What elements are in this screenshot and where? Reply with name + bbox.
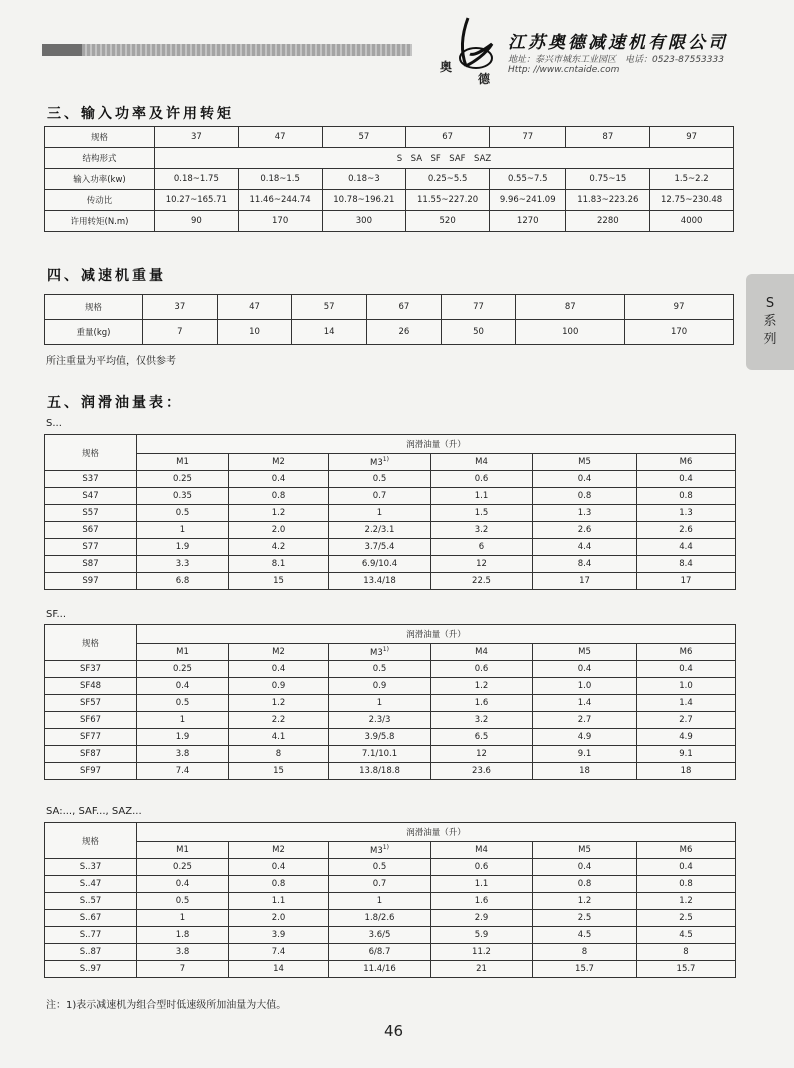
- logo-char-left: 奥: [440, 60, 453, 74]
- oil-value-cell: 1.1: [431, 876, 533, 893]
- page-number: 46: [384, 1022, 404, 1040]
- weight-note: 所注重量为平均值，仅供参考: [46, 356, 176, 367]
- side-tab-s-series: [746, 274, 794, 370]
- oil-value-cell: 4.4: [533, 539, 637, 556]
- oil-value-cell: 0.5: [329, 471, 431, 488]
- oil-value-cell: 0.6: [431, 859, 533, 876]
- oil-value-cell: 1: [137, 712, 229, 729]
- table-row: [45, 678, 736, 695]
- oil-value-cell: 1.4: [637, 695, 736, 712]
- size-cell: 97: [650, 127, 734, 148]
- oil-value-cell: 3.7/5.4: [329, 539, 431, 556]
- footnote-mark: 1): [382, 646, 389, 654]
- oil-value-cell: 0.5: [329, 661, 431, 678]
- oil-value-cell: 2.3/3: [329, 712, 431, 729]
- table-row: [45, 471, 736, 488]
- oil-value-cell: 6: [431, 539, 533, 556]
- lubrication-table-sa: [44, 822, 736, 978]
- size-cell: 77: [490, 127, 566, 148]
- oil-value-cell: 3.2: [431, 522, 533, 539]
- model-cell: S..87: [45, 944, 137, 961]
- oil-value-cell: 4.9: [637, 729, 736, 746]
- oil-value-cell: 0.5: [137, 505, 229, 522]
- oil-value-cell: 1.8/2.6: [329, 910, 431, 927]
- ratio-cell: 11.55~227.20: [406, 190, 490, 211]
- oil-value-cell: 22.5: [431, 573, 533, 590]
- oil-value-cell: 17: [637, 573, 736, 590]
- size-header: 规格: [45, 823, 137, 859]
- row-label: 规格: [45, 127, 155, 148]
- oil-value-cell: 0.25: [137, 661, 229, 678]
- position-label: M3: [370, 845, 383, 856]
- oil-value-cell: 4.2: [229, 539, 329, 556]
- table-row: [45, 320, 734, 345]
- oil-value-cell: 7.4: [229, 944, 329, 961]
- oil-value-cell: 1.0: [533, 678, 637, 695]
- table-row: [45, 644, 736, 661]
- oil-value-cell: 0.9: [229, 678, 329, 695]
- model-cell: S..57: [45, 893, 137, 910]
- power-cell: 0.25~5.5: [406, 169, 490, 190]
- oil-value-cell: 1.1: [431, 488, 533, 505]
- oil-value-cell: 18: [637, 763, 736, 780]
- oil-value-cell: 0.4: [229, 471, 329, 488]
- size-cell: 37: [143, 295, 218, 320]
- weight-cell: 100: [516, 320, 625, 345]
- company-logo: [440, 14, 500, 86]
- side-tab-line: S: [765, 296, 775, 311]
- oil-value-cell: 23.6: [431, 763, 533, 780]
- oil-value-cell: 0.25: [137, 859, 229, 876]
- oil-value-cell: 2.9: [431, 910, 533, 927]
- table-row: [45, 859, 736, 876]
- row-label: 结构形式: [45, 148, 155, 169]
- model-cell: S..77: [45, 927, 137, 944]
- oil-value-cell: 0.35: [137, 488, 229, 505]
- power-cell: 1.5~2.2: [650, 169, 734, 190]
- oil-value-cell: 8.4: [637, 556, 736, 573]
- position-header: [329, 454, 431, 471]
- table-row: [45, 454, 736, 471]
- oil-value-cell: 1: [137, 522, 229, 539]
- weight-cell: 50: [441, 320, 516, 345]
- oil-value-cell: 9.1: [637, 746, 736, 763]
- position-header: M6: [637, 842, 736, 859]
- footnote-mark: 1): [382, 844, 389, 852]
- size-cell: 47: [238, 127, 322, 148]
- model-cell: S87: [45, 556, 137, 573]
- oil-value-cell: 2.7: [637, 712, 736, 729]
- oil-value-cell: 0.4: [533, 859, 637, 876]
- table-row: [45, 190, 734, 211]
- oil-value-cell: 14: [229, 961, 329, 978]
- power-cell: 0.18~1.75: [155, 169, 239, 190]
- size-cell: 77: [441, 295, 516, 320]
- oil-value-cell: 2.5: [637, 910, 736, 927]
- position-header: M4: [431, 842, 533, 859]
- oil-value-cell: 1.0: [637, 678, 736, 695]
- lubrication-table-sf: [44, 624, 736, 780]
- oil-value-cell: 3.9: [229, 927, 329, 944]
- oil-value-cell: 0.25: [137, 471, 229, 488]
- oil-value-cell: 0.9: [329, 678, 431, 695]
- oil-header: 润滑油量（升）: [137, 625, 736, 644]
- oil-value-cell: 3.6/5: [329, 927, 431, 944]
- row-label: 输入功率(kw): [45, 169, 155, 190]
- oil-value-cell: 0.8: [533, 876, 637, 893]
- size-cell: 87: [516, 295, 625, 320]
- table-row: [45, 876, 736, 893]
- oil-value-cell: 15.7: [533, 961, 637, 978]
- position-header: M4: [431, 644, 533, 661]
- oil-value-cell: 8: [533, 944, 637, 961]
- oil-value-cell: 0.8: [637, 876, 736, 893]
- oil-value-cell: 8.4: [533, 556, 637, 573]
- oil-value-cell: 13.8/18.8: [329, 763, 431, 780]
- oil-value-cell: 2.0: [229, 522, 329, 539]
- oil-value-cell: 0.4: [229, 859, 329, 876]
- table-row: [45, 295, 734, 320]
- oil-value-cell: 0.4: [137, 876, 229, 893]
- oil-value-cell: 1.5: [431, 505, 533, 522]
- company-website: Http: //www.cntaide.com: [508, 65, 620, 75]
- torque-cell: 170: [238, 211, 322, 232]
- table-row: [45, 910, 736, 927]
- position-header: [329, 842, 431, 859]
- oil-value-cell: 0.4: [229, 661, 329, 678]
- size-cell: 37: [155, 127, 239, 148]
- table-row: [45, 661, 736, 678]
- torque-cell: 90: [155, 211, 239, 232]
- oil-value-cell: 2.2: [229, 712, 329, 729]
- position-header: M5: [533, 644, 637, 661]
- position-header: M2: [229, 454, 329, 471]
- oil-value-cell: 1.9: [137, 729, 229, 746]
- side-tab-line: 系: [763, 314, 777, 329]
- oil-value-cell: 2.6: [637, 522, 736, 539]
- model-cell: SF87: [45, 746, 137, 763]
- oil-value-cell: 1.1: [229, 893, 329, 910]
- table-tag-sf: SF...: [46, 609, 67, 620]
- table-row: [45, 573, 736, 590]
- oil-value-cell: 3.8: [137, 944, 229, 961]
- oil-value-cell: 1: [329, 695, 431, 712]
- oil-value-cell: 0.8: [229, 876, 329, 893]
- position-label: M3: [370, 647, 383, 658]
- header-decor-bar: [42, 44, 412, 56]
- lubrication-footnote: 注：1)表示减速机为组合型时低速级所加油量为大值。: [46, 1000, 287, 1011]
- table-row: [45, 127, 734, 148]
- oil-value-cell: 7.4: [137, 763, 229, 780]
- oil-value-cell: 1.3: [637, 505, 736, 522]
- oil-value-cell: 15: [229, 573, 329, 590]
- model-cell: S77: [45, 539, 137, 556]
- oil-value-cell: 15.7: [637, 961, 736, 978]
- ratio-cell: 11.83~223.26: [566, 190, 650, 211]
- position-header: M2: [229, 644, 329, 661]
- table-row: [45, 148, 734, 169]
- weight-cell: 14: [292, 320, 367, 345]
- oil-value-cell: 0.6: [431, 661, 533, 678]
- torque-cell: 1270: [490, 211, 566, 232]
- ratio-cell: 10.78~196.21: [322, 190, 406, 211]
- size-cell: 67: [406, 127, 490, 148]
- oil-value-cell: 12: [431, 746, 533, 763]
- table-row: [45, 961, 736, 978]
- oil-value-cell: 4.5: [637, 927, 736, 944]
- weight-cell: 10: [217, 320, 292, 345]
- size-cell: 47: [217, 295, 292, 320]
- row-label: 许用转矩(N.m): [45, 211, 155, 232]
- logo-char-right: 德: [478, 72, 491, 86]
- oil-value-cell: 1.4: [533, 695, 637, 712]
- oil-value-cell: 1.2: [229, 505, 329, 522]
- position-label: M3: [370, 457, 383, 468]
- model-cell: SF37: [45, 661, 137, 678]
- lubrication-table-s: [44, 434, 736, 590]
- power-cell: 0.55~7.5: [490, 169, 566, 190]
- oil-value-cell: 18: [533, 763, 637, 780]
- table-row: [45, 505, 736, 522]
- oil-value-cell: 7: [137, 961, 229, 978]
- oil-value-cell: 6.9/10.4: [329, 556, 431, 573]
- oil-value-cell: 3.9/5.8: [329, 729, 431, 746]
- oil-value-cell: 0.8: [229, 488, 329, 505]
- model-cell: S47: [45, 488, 137, 505]
- oil-value-cell: 21: [431, 961, 533, 978]
- oil-value-cell: 3.2: [431, 712, 533, 729]
- oil-value-cell: 1.6: [431, 695, 533, 712]
- section-title-power-torque: 三、输入功率及许用转矩: [47, 106, 234, 122]
- position-header: M2: [229, 842, 329, 859]
- oil-value-cell: 0.5: [329, 859, 431, 876]
- oil-value-cell: 1.2: [229, 695, 329, 712]
- weight-cell: 7: [143, 320, 218, 345]
- weight-cell: 26: [367, 320, 442, 345]
- model-cell: S37: [45, 471, 137, 488]
- oil-header: 润滑油量（升）: [137, 435, 736, 454]
- oil-value-cell: 0.7: [329, 488, 431, 505]
- position-header: M5: [533, 842, 637, 859]
- ratio-cell: 12.75~230.48: [650, 190, 734, 211]
- oil-value-cell: 1.8: [137, 927, 229, 944]
- oil-value-cell: 1: [329, 505, 431, 522]
- power-torque-table: [44, 126, 734, 232]
- oil-value-cell: 2.5: [533, 910, 637, 927]
- model-cell: SF57: [45, 695, 137, 712]
- size-cell: 97: [625, 295, 734, 320]
- table-row: [45, 169, 734, 190]
- oil-value-cell: 0.4: [533, 471, 637, 488]
- table-row: [45, 746, 736, 763]
- oil-value-cell: 4.5: [533, 927, 637, 944]
- table-row: [45, 522, 736, 539]
- table-row: [45, 729, 736, 746]
- table-tag-sa-saf-saz: SA:..., SAF..., SAZ...: [46, 806, 142, 817]
- oil-value-cell: 4.1: [229, 729, 329, 746]
- oil-value-cell: 5.9: [431, 927, 533, 944]
- oil-header: 润滑油量（升）: [137, 823, 736, 842]
- oil-value-cell: 1.6: [431, 893, 533, 910]
- oil-value-cell: 1.2: [533, 893, 637, 910]
- oil-value-cell: 1.2: [431, 678, 533, 695]
- oil-value-cell: 13.4/18: [329, 573, 431, 590]
- oil-value-cell: 6/8.7: [329, 944, 431, 961]
- section-title-lubrication: 五、润滑油量表：: [47, 395, 183, 411]
- oil-value-cell: 2.7: [533, 712, 637, 729]
- oil-value-cell: 0.4: [637, 661, 736, 678]
- oil-value-cell: 0.5: [137, 893, 229, 910]
- oil-value-cell: 1: [329, 893, 431, 910]
- oil-value-cell: 0.6: [431, 471, 533, 488]
- size-cell: 57: [292, 295, 367, 320]
- oil-value-cell: 8: [637, 944, 736, 961]
- table-row: [45, 712, 736, 729]
- row-label: 重量(kg): [45, 320, 143, 345]
- model-cell: SF97: [45, 763, 137, 780]
- model-cell: S67: [45, 522, 137, 539]
- oil-value-cell: 0.4: [637, 859, 736, 876]
- oil-value-cell: 0.7: [329, 876, 431, 893]
- table-tag-s: S...: [46, 418, 62, 429]
- weight-table: [44, 294, 734, 345]
- table-row: [45, 625, 736, 644]
- oil-value-cell: 2.2/3.1: [329, 522, 431, 539]
- oil-value-cell: 12: [431, 556, 533, 573]
- footnote-mark: 1): [382, 456, 389, 464]
- oil-value-cell: 1: [137, 910, 229, 927]
- oil-value-cell: 17: [533, 573, 637, 590]
- table-row: [45, 893, 736, 910]
- oil-value-cell: 0.4: [533, 661, 637, 678]
- size-header: 规格: [45, 435, 137, 471]
- power-cell: 0.18~1.5: [238, 169, 322, 190]
- oil-value-cell: 1.2: [637, 893, 736, 910]
- oil-value-cell: 7.1/10.1: [329, 746, 431, 763]
- position-header: M6: [637, 454, 736, 471]
- company-name: 江苏奥德减速机有限公司: [508, 33, 728, 53]
- position-header: M6: [637, 644, 736, 661]
- model-cell: SF77: [45, 729, 137, 746]
- position-header: M1: [137, 454, 229, 471]
- model-cell: S97: [45, 573, 137, 590]
- oil-value-cell: 11.4/16: [329, 961, 431, 978]
- position-header: [329, 644, 431, 661]
- oil-value-cell: 4.4: [637, 539, 736, 556]
- oil-value-cell: 3.3: [137, 556, 229, 573]
- side-tab-line: 列: [763, 332, 777, 347]
- size-cell: 67: [367, 295, 442, 320]
- table-row: [45, 823, 736, 842]
- position-header: M1: [137, 644, 229, 661]
- oil-value-cell: 1.3: [533, 505, 637, 522]
- structure-value: S SA SF SAF SAZ: [155, 148, 734, 169]
- section-title-weight: 四、减速机重量: [47, 268, 166, 284]
- position-header: M5: [533, 454, 637, 471]
- model-cell: S..67: [45, 910, 137, 927]
- oil-value-cell: 0.8: [533, 488, 637, 505]
- oil-value-cell: 1.9: [137, 539, 229, 556]
- table-row: [45, 211, 734, 232]
- size-header: 规格: [45, 625, 137, 661]
- oil-value-cell: 0.4: [137, 678, 229, 695]
- oil-value-cell: 9.1: [533, 746, 637, 763]
- size-cell: 87: [566, 127, 650, 148]
- header-decor-block: [42, 44, 82, 56]
- oil-value-cell: 6.8: [137, 573, 229, 590]
- company-address: 地址：泰兴市城东工业园区 电话：0523-87553333: [508, 55, 724, 65]
- oil-value-cell: 0.5: [137, 695, 229, 712]
- table-row: [45, 435, 736, 454]
- power-cell: 0.18~3: [322, 169, 406, 190]
- ratio-cell: 9.96~241.09: [490, 190, 566, 211]
- ratio-cell: 11.46~244.74: [238, 190, 322, 211]
- oil-value-cell: 0.8: [637, 488, 736, 505]
- model-cell: SF48: [45, 678, 137, 695]
- table-row: [45, 927, 736, 944]
- oil-value-cell: 6.5: [431, 729, 533, 746]
- model-cell: S57: [45, 505, 137, 522]
- row-label: 传动比: [45, 190, 155, 211]
- oil-value-cell: 2.0: [229, 910, 329, 927]
- position-header: M4: [431, 454, 533, 471]
- oil-value-cell: 3.8: [137, 746, 229, 763]
- power-cell: 0.75~15: [566, 169, 650, 190]
- table-row: [45, 842, 736, 859]
- row-label: 规格: [45, 295, 143, 320]
- oil-value-cell: 0.4: [637, 471, 736, 488]
- table-row: [45, 539, 736, 556]
- torque-cell: 2280: [566, 211, 650, 232]
- table-row: [45, 695, 736, 712]
- torque-cell: 520: [406, 211, 490, 232]
- model-cell: S..97: [45, 961, 137, 978]
- model-cell: S..37: [45, 859, 137, 876]
- torque-cell: 4000: [650, 211, 734, 232]
- oil-value-cell: 11.2: [431, 944, 533, 961]
- torque-cell: 300: [322, 211, 406, 232]
- weight-cell: 170: [625, 320, 734, 345]
- size-cell: 57: [322, 127, 406, 148]
- oil-value-cell: 8.1: [229, 556, 329, 573]
- oil-value-cell: 15: [229, 763, 329, 780]
- table-row: [45, 556, 736, 573]
- ratio-cell: 10.27~165.71: [155, 190, 239, 211]
- oil-value-cell: 8: [229, 746, 329, 763]
- position-header: M1: [137, 842, 229, 859]
- model-cell: SF67: [45, 712, 137, 729]
- oil-value-cell: 2.6: [533, 522, 637, 539]
- model-cell: S..47: [45, 876, 137, 893]
- oil-value-cell: 4.9: [533, 729, 637, 746]
- table-row: [45, 763, 736, 780]
- table-row: [45, 488, 736, 505]
- table-row: [45, 944, 736, 961]
